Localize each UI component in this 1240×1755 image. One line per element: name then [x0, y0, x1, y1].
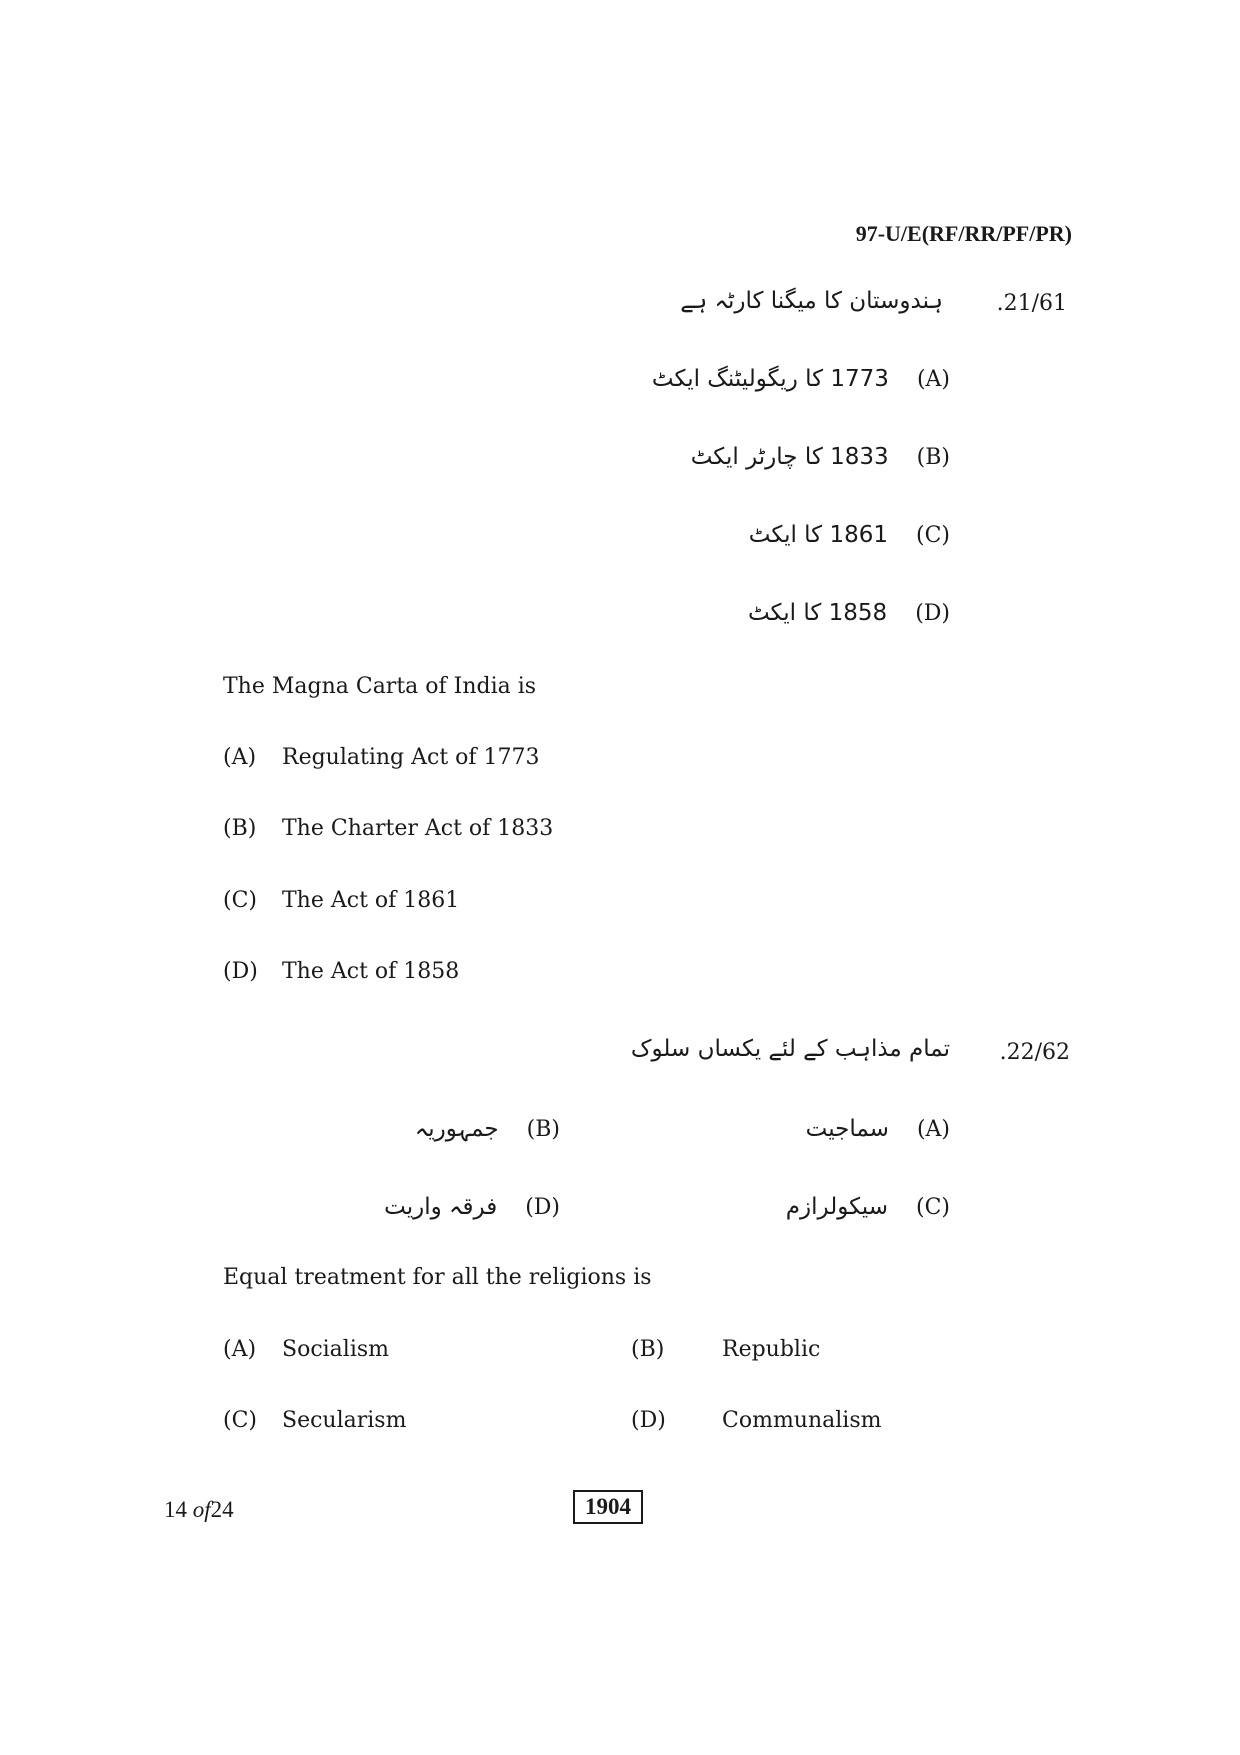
urdu-option-text: سماجیت	[805, 1116, 889, 1142]
english-option-text-22-b: Republic	[722, 1337, 821, 1362]
english-option-letter-22-d: (D)	[631, 1408, 666, 1433]
urdu-option-text: سیکولرازم	[785, 1194, 888, 1220]
option-letter: (B)	[526, 1116, 560, 1142]
booklet-code: 1904	[585, 1494, 631, 1519]
urdu-option-22-b	[415, 1116, 560, 1142]
question-number-22: .22/62	[999, 1040, 1070, 1065]
urdu-option-text: جمہوریہ	[414, 1116, 499, 1142]
urdu-option-22-d	[384, 1194, 560, 1220]
english-option-text-22-c: Secularism	[282, 1408, 407, 1433]
urdu-option-21-b	[691, 444, 950, 470]
option-letter: (A)	[916, 1116, 950, 1142]
english-option-letter-21-c: (C)	[223, 888, 257, 913]
english-option-letter-21-d: (D)	[223, 959, 258, 984]
urdu-option-text: فرقہ واریت	[384, 1194, 498, 1220]
page-current: 14	[164, 1497, 187, 1522]
english-option-letter-22-c: (C)	[223, 1408, 257, 1433]
english-question-22: Equal treatment for all the religions is	[223, 1265, 652, 1290]
option-letter: (D)	[525, 1194, 560, 1220]
option-letter: (A)	[916, 366, 950, 392]
english-option-text-21-c: The Act of 1861	[282, 888, 460, 913]
urdu-option-22-c	[786, 1194, 950, 1220]
english-option-text-22-a: Socialism	[282, 1337, 390, 1362]
english-option-letter-22-a: (A)	[223, 1337, 257, 1362]
english-option-text-21-a: Regulating Act of 1773	[282, 745, 540, 770]
english-option-letter-21-a: (A)	[223, 745, 257, 770]
urdu-option-text: 1858 کا ایکٹ	[747, 600, 888, 626]
option-letter: (C)	[916, 1194, 950, 1220]
english-option-text-21-b: The Charter Act of 1833	[282, 816, 554, 841]
urdu-option-21-a	[652, 366, 950, 392]
page-number	[164, 1497, 234, 1523]
question-number-21: .21/61	[996, 291, 1067, 316]
urdu-option-text: 1773 کا ریگولیٹنگ ایکٹ	[651, 366, 889, 392]
urdu-option-21-d	[748, 600, 950, 626]
paper-code: 97-U/E(RF/RR/PF/PR)	[855, 221, 1072, 246]
english-option-text-22-d: Communalism	[722, 1408, 882, 1433]
english-option-text-21-d: The Act of 1858	[282, 959, 460, 984]
option-letter: (C)	[916, 522, 950, 548]
urdu-option-text: 1861 کا ایکٹ	[748, 522, 888, 548]
option-letter: (D)	[915, 600, 950, 626]
english-option-letter-22-b: (B)	[631, 1337, 665, 1362]
page-of-label: of	[192, 1497, 211, 1522]
urdu-option-22-a	[806, 1116, 950, 1142]
urdu-option-text: 1833 کا چارٹر ایکٹ	[690, 444, 889, 470]
urdu-question-22: تمام مذاہب کے لئے یکساں سلوک	[630, 1036, 950, 1062]
option-letter: (B)	[916, 444, 950, 470]
english-option-letter-21-b: (B)	[223, 816, 257, 841]
booklet-code-box	[573, 1490, 643, 1524]
english-question-21: The Magna Carta of India is	[223, 674, 537, 699]
page-total: 24	[210, 1497, 234, 1522]
urdu-option-21-c	[749, 522, 950, 548]
urdu-question-21: ہندوستان کا میگنا کارٹہ ہے	[680, 288, 943, 314]
